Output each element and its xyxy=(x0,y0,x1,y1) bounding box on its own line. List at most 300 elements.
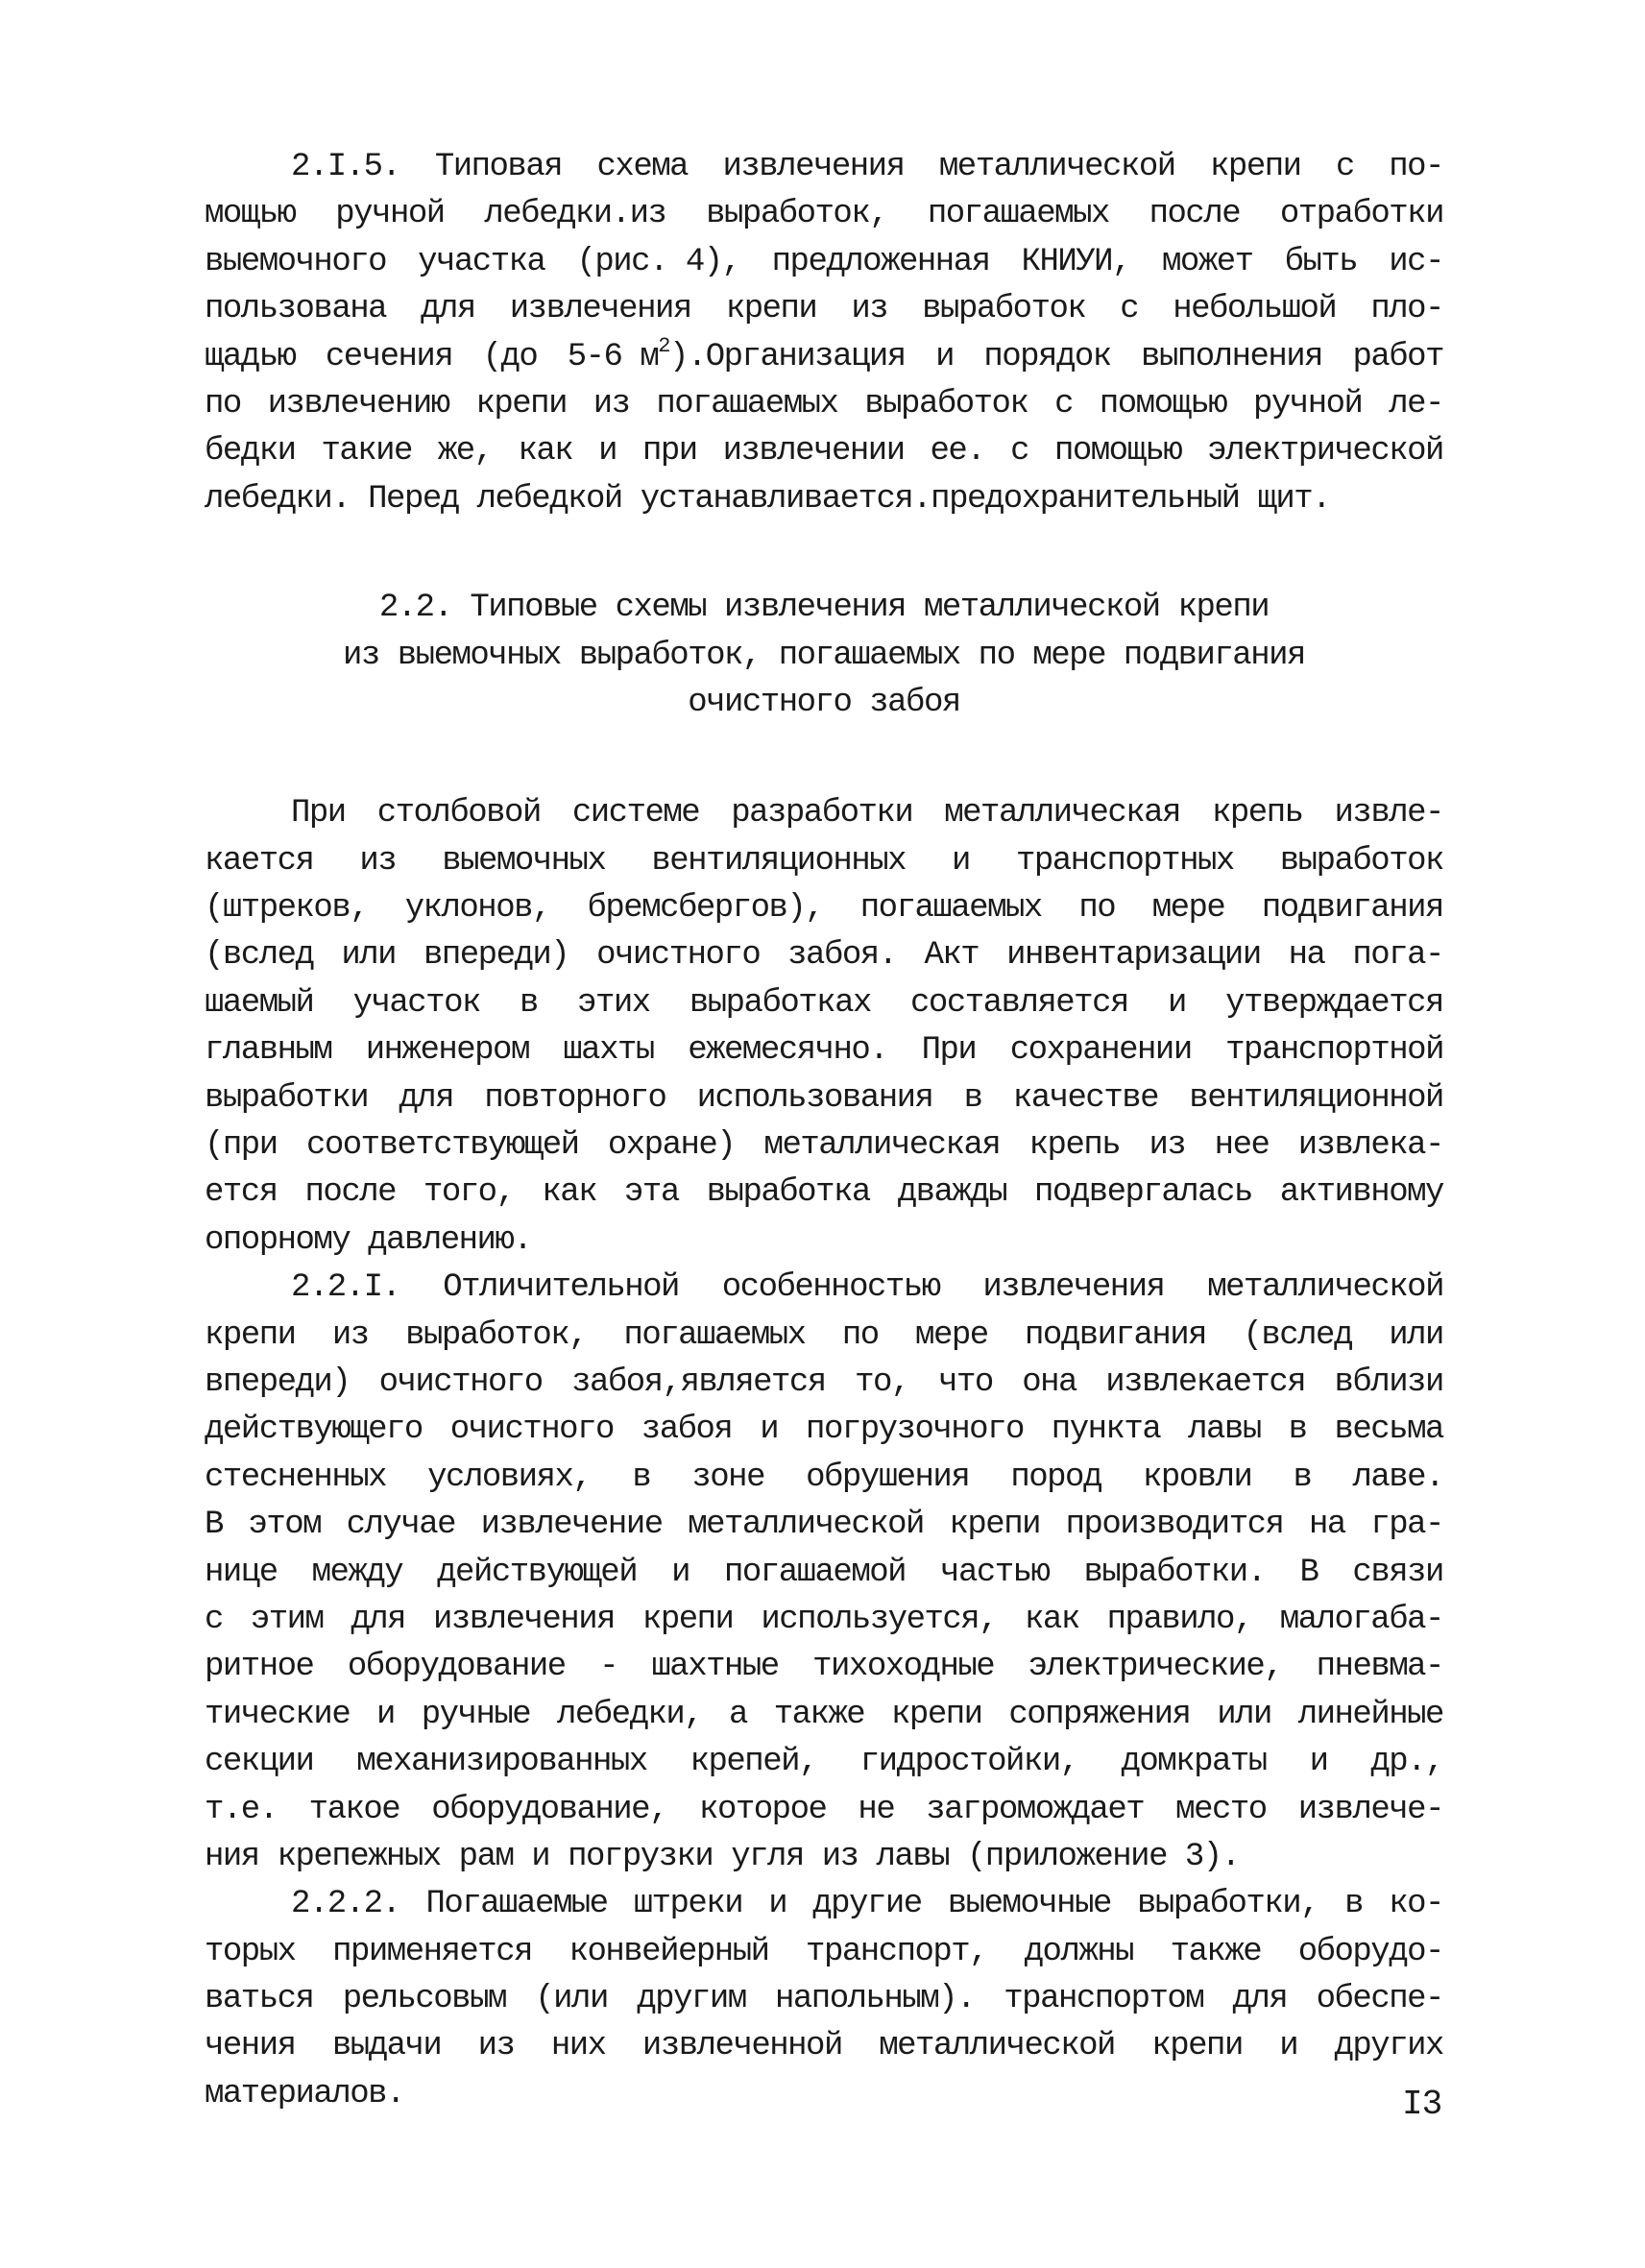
word: системе xyxy=(571,795,700,832)
word: нице xyxy=(205,1554,278,1591)
word: пользована xyxy=(205,291,387,328)
paragraph-intro xyxy=(205,790,1443,1265)
word: действующего xyxy=(205,1411,423,1449)
word: ручной xyxy=(1253,385,1363,422)
word: этих xyxy=(577,984,650,1022)
text-line xyxy=(205,1170,1443,1217)
word: выработки, xyxy=(1137,1886,1319,1923)
word: выработок, xyxy=(706,196,888,233)
word: помощью xyxy=(1099,385,1227,422)
word: из xyxy=(331,1316,369,1354)
word: т.е. xyxy=(205,1791,278,1828)
word: сечения xyxy=(325,338,453,375)
word: Погашаемые xyxy=(425,1886,608,1923)
text-line xyxy=(205,286,1443,333)
word: забоя. xyxy=(787,937,897,975)
word: При xyxy=(291,795,346,832)
word: подвигания xyxy=(1261,890,1443,928)
word: крепей, xyxy=(689,1744,817,1781)
word: как xyxy=(1025,1601,1079,1638)
word: место xyxy=(1175,1791,1267,1828)
heading-line: 2.2. Типовые схемы извлечения металлической крепи xyxy=(378,590,1270,627)
word: загромождает xyxy=(926,1791,1145,1828)
word: В xyxy=(1299,1554,1318,1591)
word: пога- xyxy=(1352,937,1443,975)
word: между xyxy=(311,1554,403,1591)
word: 2.2.I. xyxy=(291,1269,400,1307)
word: 2.2.2. xyxy=(291,1886,400,1923)
word: бремсбергов), xyxy=(587,890,824,928)
word: и xyxy=(952,842,970,880)
word: ручной xyxy=(335,196,445,233)
text-line xyxy=(205,1550,1443,1597)
word: - xyxy=(599,1649,617,1686)
word: крепежных xyxy=(277,1838,441,1875)
word: щадью xyxy=(205,338,296,375)
word: выработок xyxy=(864,385,1028,422)
word: линейные xyxy=(1297,1696,1443,1733)
text-line xyxy=(205,381,1443,428)
word: сопряжения xyxy=(1008,1696,1191,1733)
word: эта xyxy=(624,1174,679,1212)
word: Перед xyxy=(368,480,459,518)
word: извлечении xyxy=(722,433,905,470)
word: может xyxy=(1162,243,1253,280)
text-line xyxy=(205,334,1443,381)
word: пневма- xyxy=(1316,1649,1443,1686)
word: сохранении xyxy=(1009,1032,1192,1070)
word: по- xyxy=(1389,149,1443,185)
word: обрушения xyxy=(806,1459,970,1496)
word: выработок, xyxy=(405,1316,588,1354)
word: пло- xyxy=(1370,291,1443,328)
word: крепи xyxy=(725,291,817,328)
word: выработок xyxy=(1279,842,1443,880)
word: того, xyxy=(423,1174,515,1212)
heading-line: из выемочных выработок, погашаемых по мере подвигания xyxy=(343,637,1305,674)
text-line xyxy=(205,144,1443,191)
word: домкраты xyxy=(1121,1744,1267,1781)
word: с xyxy=(1335,149,1354,185)
word: При xyxy=(921,1032,977,1070)
word: которое xyxy=(699,1791,827,1828)
word: КНИУИ, xyxy=(1021,243,1130,280)
paragraph-2-1-5 xyxy=(205,144,1443,523)
word: частью xyxy=(940,1554,1050,1591)
word-area xyxy=(568,334,906,381)
word: по xyxy=(1078,890,1116,928)
word: и xyxy=(671,1554,689,1591)
word: повторного xyxy=(484,1079,666,1117)
word: а xyxy=(728,1696,747,1733)
word: и xyxy=(1309,1744,1328,1781)
word: и xyxy=(1279,2028,1298,2065)
word: ритное xyxy=(205,1649,314,1686)
word: металлической xyxy=(879,2028,1115,2065)
word: 5-6 xyxy=(567,338,622,375)
word: из xyxy=(851,291,888,328)
word: извлека- xyxy=(1297,1127,1443,1165)
word: давлению. xyxy=(368,1221,532,1259)
word: с xyxy=(1120,291,1139,328)
word: особенностью xyxy=(721,1269,940,1307)
word: металлической xyxy=(938,149,1175,185)
word: ле- xyxy=(1389,385,1443,422)
word: электрические, xyxy=(1028,1649,1283,1686)
word: подвигания xyxy=(1025,1316,1207,1354)
word: впереди) xyxy=(205,1363,351,1401)
word: в xyxy=(1288,1411,1307,1449)
word: гидростойки, xyxy=(859,1744,1078,1781)
word: уклонов, xyxy=(404,890,550,928)
heading-line: очистного забоя xyxy=(688,684,960,721)
word: крепи xyxy=(949,1507,1041,1544)
word: для xyxy=(1232,1981,1288,2018)
word: и xyxy=(376,1696,395,1733)
word: обеспе- xyxy=(1316,1981,1443,2018)
text-line xyxy=(205,1265,1443,1312)
word: случае xyxy=(346,1507,456,1544)
text-line xyxy=(205,1739,1443,1786)
word: чения xyxy=(205,2028,296,2065)
word: выполнения xyxy=(1141,338,1323,375)
word: извлечению xyxy=(267,385,449,422)
word: Акт xyxy=(924,937,980,975)
word: мощью xyxy=(205,196,296,233)
text-line xyxy=(205,838,1443,885)
word: вентиляционных xyxy=(651,842,907,880)
word: кается xyxy=(205,842,314,880)
word: погашаемых xyxy=(927,196,1109,233)
word: небольшой xyxy=(1173,291,1337,328)
word: (или xyxy=(535,1981,608,2018)
word: малогаба- xyxy=(1279,1601,1443,1638)
word: материалов. xyxy=(205,2075,404,2112)
document-page xyxy=(205,144,1443,2118)
word: разработки xyxy=(731,795,913,832)
word: извлечения xyxy=(722,149,905,185)
word: с xyxy=(1010,433,1029,470)
word: (рис. 4), xyxy=(576,243,740,280)
word: в xyxy=(1293,1459,1312,1496)
word: погашаемых xyxy=(859,890,1042,928)
word: лебедки, xyxy=(556,1696,703,1733)
word: др., xyxy=(1370,1744,1443,1781)
word: главным xyxy=(205,1032,332,1070)
word: в xyxy=(1344,1886,1364,1923)
word: участка xyxy=(418,243,545,280)
word: рам xyxy=(458,1838,514,1875)
word: помощью xyxy=(1053,433,1182,470)
word: лавы xyxy=(876,1838,950,1875)
text-line xyxy=(205,1218,1443,1265)
word: извлече- xyxy=(1297,1791,1443,1828)
text-line xyxy=(205,1407,1443,1454)
word: из xyxy=(821,1838,859,1875)
word: пород xyxy=(1010,1459,1101,1496)
word: оборудо- xyxy=(1297,1933,1443,1970)
word: 3). xyxy=(1184,1838,1240,1875)
word: вблизи xyxy=(1334,1363,1443,1401)
word: другим xyxy=(637,1981,746,2018)
word: ручные xyxy=(421,1696,531,1733)
word: металлической xyxy=(1207,1269,1443,1307)
word: этим xyxy=(250,1601,324,1638)
text-line xyxy=(205,1644,1443,1691)
word: для xyxy=(421,291,475,328)
word: ваться xyxy=(205,1981,314,2018)
word: утверждается xyxy=(1225,984,1443,1022)
word: (приложение xyxy=(967,1838,1167,1875)
text-line xyxy=(205,980,1443,1027)
paragraph-2-2-2 xyxy=(205,1881,1443,2118)
text-line xyxy=(205,1976,1443,2023)
word: извлечения xyxy=(509,291,691,328)
word: зоне xyxy=(691,1459,764,1496)
page-number: I3 xyxy=(1402,2085,1442,2124)
word: пункта xyxy=(1051,1411,1161,1449)
word: охране) xyxy=(607,1127,736,1165)
text-line xyxy=(205,1455,1443,1502)
word: схема xyxy=(596,149,689,185)
text-line xyxy=(205,1075,1443,1122)
word: выработок xyxy=(922,291,1086,328)
text-line xyxy=(205,790,1443,837)
word: используется, xyxy=(761,1601,998,1638)
word: не xyxy=(858,1791,895,1828)
word: такое xyxy=(308,1791,400,1828)
word: транспортной xyxy=(1225,1032,1443,1070)
word: с xyxy=(205,1601,223,1638)
word: конвейерный xyxy=(568,1933,769,1970)
word: из xyxy=(1149,1127,1186,1165)
superscript-exponent: 2 xyxy=(658,333,669,358)
word: работ xyxy=(1352,338,1443,375)
word: из xyxy=(359,842,397,880)
word: мере xyxy=(1151,890,1225,928)
word: штреки xyxy=(633,1886,743,1923)
word: (вслед xyxy=(1243,1316,1352,1354)
text-line xyxy=(205,1122,1443,1170)
word: как xyxy=(542,1174,597,1212)
word: то, xyxy=(855,1363,909,1401)
word: Отличительной xyxy=(443,1269,679,1307)
word: них xyxy=(550,2028,606,2065)
word: забоя,является xyxy=(571,1363,826,1401)
text-line xyxy=(205,1027,1443,1074)
word: извлекается xyxy=(1105,1363,1306,1401)
word: с xyxy=(1054,385,1074,422)
text-line xyxy=(205,1834,1443,1881)
word: составляется xyxy=(910,984,1128,1022)
word: она xyxy=(1022,1363,1077,1401)
word: оборудование, xyxy=(431,1791,667,1828)
word: лавы xyxy=(1188,1411,1261,1449)
word: (до xyxy=(482,338,538,375)
word: по xyxy=(205,385,241,422)
word: после xyxy=(1149,196,1241,233)
word: для xyxy=(399,1079,454,1117)
word: связи xyxy=(1352,1554,1443,1591)
text-line xyxy=(205,191,1443,238)
word: или xyxy=(1389,1316,1443,1354)
word: электрической xyxy=(1207,433,1443,470)
word: крепи xyxy=(475,385,567,422)
word: ется xyxy=(205,1174,278,1212)
word: условиях, xyxy=(427,1459,592,1496)
word: ее. xyxy=(930,433,985,470)
word: механизированных xyxy=(356,1744,647,1781)
word: впереди) xyxy=(423,937,569,975)
word: как xyxy=(518,433,573,470)
word: и xyxy=(760,1411,779,1449)
word: погашаемой xyxy=(724,1554,907,1591)
word: стесненных xyxy=(205,1459,387,1496)
word: и xyxy=(531,1838,550,1875)
word: погрузочного xyxy=(806,1411,1024,1449)
word: другие xyxy=(812,1886,922,1923)
word: отработки xyxy=(1279,196,1443,233)
word: крепи xyxy=(1151,2028,1243,2065)
text-line xyxy=(205,1881,1443,1928)
word: погашаемых xyxy=(656,385,838,422)
text-line xyxy=(205,2071,1443,2118)
word: очистного xyxy=(449,1411,614,1449)
word: шаемый xyxy=(205,984,314,1022)
word: крепь xyxy=(1028,1127,1121,1165)
text-line xyxy=(205,1313,1443,1360)
text-line xyxy=(205,1597,1443,1644)
word: м xyxy=(640,338,659,375)
word: и xyxy=(598,433,617,470)
word: крепи xyxy=(1210,149,1301,185)
word: крепи xyxy=(205,1316,296,1354)
word: тические xyxy=(205,1696,351,1733)
text-line xyxy=(205,476,1443,523)
word: качестве xyxy=(1012,1079,1159,1117)
word: опорному xyxy=(205,1221,351,1259)
word: ).Организация xyxy=(668,338,906,375)
word: или xyxy=(341,937,397,975)
word: крепи xyxy=(891,1696,982,1733)
word: В xyxy=(205,1507,223,1544)
word: металлическая xyxy=(944,795,1180,832)
word: что xyxy=(938,1363,993,1401)
word: очистного xyxy=(378,1363,543,1401)
word: извлечения xyxy=(982,1269,1165,1307)
word: металлическая xyxy=(763,1127,1001,1165)
word: транспортных xyxy=(1015,842,1234,880)
word: действующей xyxy=(437,1554,638,1591)
word: или xyxy=(1217,1696,1271,1733)
text-line xyxy=(205,932,1443,979)
word: транспортом xyxy=(1004,1981,1204,2018)
word: инвентаризации xyxy=(1006,937,1261,975)
word: Типовая xyxy=(434,149,563,185)
text-line xyxy=(205,1929,1443,1976)
text-line xyxy=(205,239,1443,286)
word: нее xyxy=(1214,1127,1270,1165)
word: выдачи xyxy=(331,2028,442,2065)
word: соответствующей xyxy=(305,1127,579,1165)
word: 2.I.5. xyxy=(291,149,400,185)
word: выработки. xyxy=(1083,1554,1266,1591)
word: кровли xyxy=(1142,1459,1252,1496)
word: ко- xyxy=(1389,1886,1443,1923)
word: вентиляционной xyxy=(1189,1079,1443,1117)
word: в xyxy=(632,1459,651,1496)
word: лебедки.из xyxy=(484,196,666,233)
word: должны xyxy=(1024,1933,1134,1970)
word: шахты xyxy=(563,1032,654,1070)
word: (вслед xyxy=(205,937,314,975)
word: подвергалась xyxy=(1034,1174,1252,1212)
word: после xyxy=(304,1174,397,1212)
word: выработка xyxy=(706,1174,870,1212)
word: других xyxy=(1334,2028,1443,2065)
text-line xyxy=(205,428,1443,475)
word: выемочных xyxy=(442,842,606,880)
word: шахтные xyxy=(651,1649,779,1686)
word: ежемесячно. xyxy=(688,1032,888,1070)
word: извлеченной xyxy=(641,2028,842,2065)
word: щит. xyxy=(1257,480,1331,518)
word: извле- xyxy=(1334,795,1443,832)
word: угля xyxy=(731,1838,804,1875)
word: (при xyxy=(205,1127,278,1165)
word: же, xyxy=(437,433,493,470)
word: активному xyxy=(1279,1174,1443,1212)
word: выработках xyxy=(689,984,871,1022)
text-line xyxy=(205,1787,1443,1834)
word: участок xyxy=(352,984,480,1022)
word: бедки xyxy=(205,433,296,470)
word: быть xyxy=(1284,243,1358,280)
word: при xyxy=(641,433,697,470)
word: из xyxy=(593,385,630,422)
section-heading-2-2 xyxy=(205,585,1443,727)
word: такие xyxy=(321,433,412,470)
word: крепи xyxy=(641,1601,734,1638)
word: весьма xyxy=(1334,1411,1443,1449)
word: в xyxy=(520,984,538,1022)
word: устанавливается.предохранительный xyxy=(640,480,1240,518)
word: очистного xyxy=(596,937,761,975)
word: порядок xyxy=(983,338,1111,375)
word: производится xyxy=(1065,1507,1284,1544)
word: лаве. xyxy=(1352,1459,1443,1496)
word: для xyxy=(351,1601,406,1638)
word: использования xyxy=(696,1079,933,1117)
word: этом xyxy=(248,1507,322,1544)
word: также xyxy=(773,1696,865,1733)
word: выемочного xyxy=(205,243,387,280)
word: на xyxy=(1288,937,1325,975)
text-line xyxy=(205,1360,1443,1407)
word: ния xyxy=(205,1838,259,1875)
word: лебедки. xyxy=(205,480,351,518)
word: инженером xyxy=(365,1032,529,1070)
word: извлечения xyxy=(432,1601,616,1638)
word: извлечение xyxy=(480,1507,663,1544)
text-line xyxy=(205,885,1443,932)
word: и xyxy=(768,1886,787,1923)
word: по xyxy=(841,1316,879,1354)
word: также xyxy=(1170,1933,1262,1970)
word: и xyxy=(935,338,954,375)
word: лебедкой xyxy=(476,480,622,518)
word: столбовой xyxy=(376,795,541,832)
